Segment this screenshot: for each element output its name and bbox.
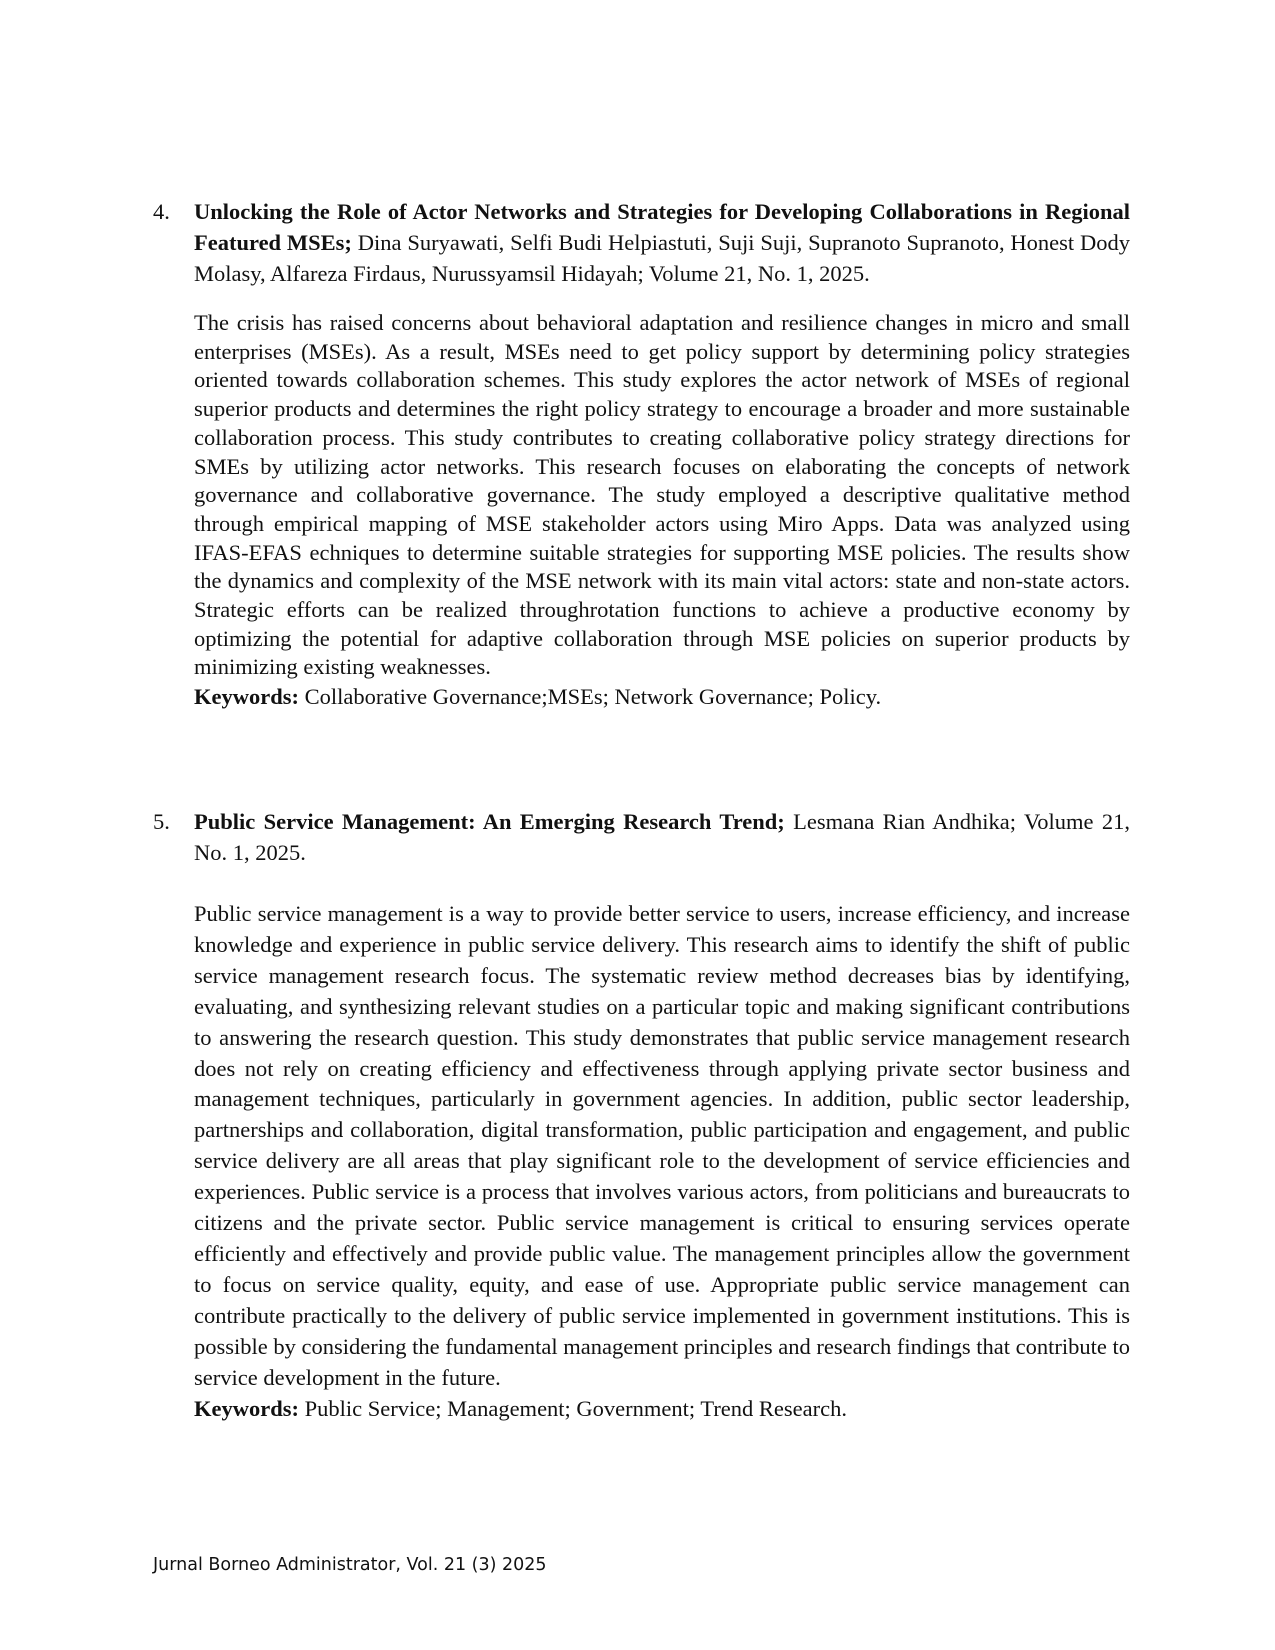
article-abstract: The crisis has raised concerns about behavioral adaptation and resilience changes in micro and small enterprises (MSEs). As a result, MSEs need to get policy support by determining policy strategies oriented towards collaboration schemes. This study explores the actor network of MSEs of regional superior products and determines the right policy strategy to encourage a broader and more sustainable collaboration process. This study contributes to creating collaborative policy strategy directions for SMEs by utilizing actor networks. This research focuses on elaborating the concepts of network governance and collaborative governance. The study employed a descriptive qualitative method through empirical mapping of MSE stakeholder actors using Miro Apps. Data was analyzed using IFAS-EFAS echniques to determine suitable strategies for supporting MSE policies. The results show the dynamics and complexity of the MSE network with its main vital actors: state and non-state actors. Strategic efforts can be realized throughrotation functions to achieve a productive economy by optimizing the potential for adaptive collaboration through MSE policies on superior products by minimizing existing weaknesses. <box>194 310 1130 680</box>
keywords-label: Keywords: <box>194 684 299 710</box>
keywords-label: Keywords: <box>194 1395 299 1421</box>
article-keywords <box>194 1394 1130 1423</box>
item-content <box>194 196 1130 711</box>
article-title: Unlocking the Role of Actor Networks and Strategies for Developing Collaborations in Regional Featured MSEs; <box>194 199 1130 255</box>
keywords-text: Public Service; Management; Government; Trend Research. <box>299 1395 847 1421</box>
keywords-text: Collaborative Governance;MSEs; Network Governance; Policy. <box>299 684 882 710</box>
article-title: Public Service Management: An Emerging Research Trend; <box>194 809 785 834</box>
article-citation: Dina Suryawati, Selfi Budi Helpiastuti, Suji Suji, Supranoto Supranoto, Honest Dody Molasy, Alfareza Firdaus, Nurussyamsil Hidayah; Volume 21, No. 1, 2025. <box>194 230 1131 286</box>
list-item <box>153 196 1130 711</box>
page-footer: Jurnal Borneo Administrator, Vol. 21 (3) 2025 <box>153 1555 547 1575</box>
article-keywords <box>194 682 1130 711</box>
article-heading <box>194 196 1130 289</box>
list-item <box>153 806 1130 1423</box>
item-number: 5. <box>153 809 170 834</box>
article-heading <box>194 806 1130 868</box>
article-abstract: Public service management is a way to provide better service to users, increase efficiency, and increase knowledge and experience in public service delivery. This research aims to identify the shift of public service management research focus. The systematic review method decreases bias by identifying, evaluating, and synthesizing relevant studies on a particular topic and making significant contributions to answering the research question. This study demonstrates that public service management research does not rely on creating efficiency and effectiveness through applying private sector business and management techniques, particularly in government agencies. In addition, public sector leadership, partnerships and collaboration, digital transformation, public participation and engagement, and public service delivery are all areas that play significant role to the development of service efficiencies and experiences. Public service is a process that involves various actors, from politicians and bureaucrats to citizens and the private sector. Public service management is critical to ensuring services operate efficiently and effectively and provide public value. The management principles allow the government to focus on service quality, equity, and ease of use. Appropriate public service management can contribute practically to the delivery of public service implemented in government institutions. This is possible by considering the fundamental management principles and research findings that contribute to service development in the future. <box>194 901 1130 1390</box>
item-number: 4. <box>153 199 170 224</box>
article-citation: Lesmana Rian Andhika; Volume 21, No. 1, 2025. <box>194 809 1130 865</box>
item-content <box>194 806 1130 1423</box>
